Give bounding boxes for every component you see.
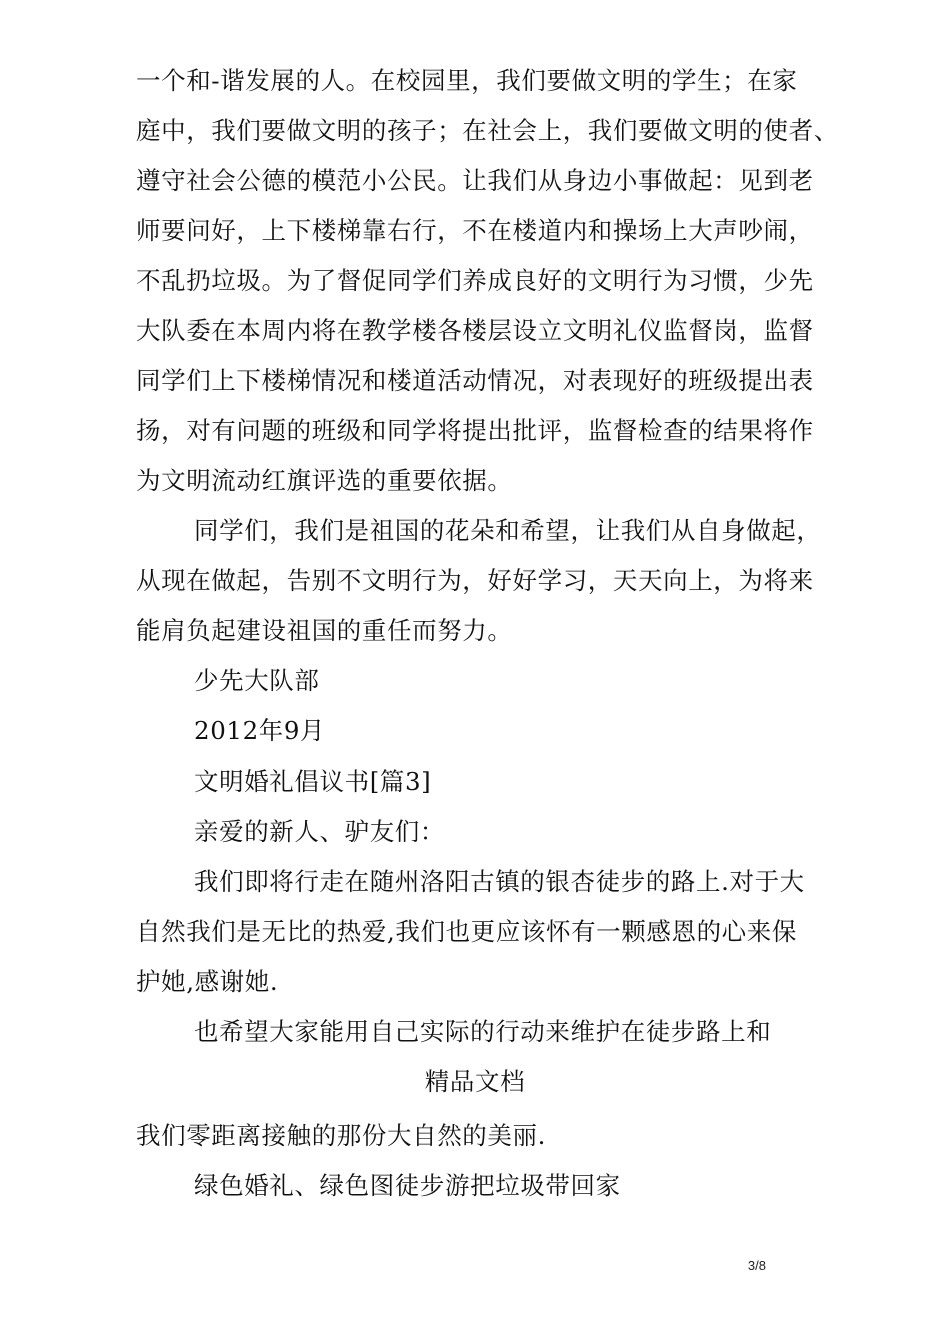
text-line: 遵守社会公德的模范小公民。让我们从身边小事做起：见到老 [136,166,814,195]
signature: 少先大队部 [194,666,320,695]
greeting: 亲爱的新人、驴友们： [194,817,445,846]
text-line: 能肩负起建设祖国的重任而努力。 [136,616,513,645]
section-title: 文明婚礼倡议书[篇3] [194,767,432,796]
text-line: 扬，对有问题的班级和同学将提出批评，监督检查的结果将作 [136,416,814,445]
text-line: 从现在做起，告别不文明行为，好好学习，天天向上，为将来 [136,566,814,595]
text-line: 绿色婚礼、绿色图徒步游把垃圾带回家 [194,1171,621,1200]
date: 2012年9月 [194,716,326,745]
text-line: 护她,感谢她. [136,967,279,996]
footer-label: 精品文档 [424,1067,526,1096]
text-line: 自然我们是无比的热爱,我们也更应该怀有一颗感恩的心来保 [136,917,797,946]
text-line: 不乱扔垃圾。为了督促同学们养成良好的文明行为习惯，少先 [136,266,814,295]
text-line: 我们即将行走在随州洛阳古镇的银杏徒步的路上.对于大 [194,867,805,896]
text-line: 大队委在本周内将在教学楼各楼层设立文明礼仪监督岗，监督 [136,316,814,345]
text-line: 一个和-谐发展的人。在校园里，我们要做文明的学生；在家 [136,66,798,95]
text-line: 同学们上下楼梯情况和楼道活动情况，对表现好的班级提出表 [136,366,814,395]
text-line: 为文明流动红旗评选的重要依据。 [136,466,513,495]
text-line: 师要问好，上下楼梯靠右行，不在楼道内和操场上大声吵闹， [136,216,814,245]
page-number: 3/8 [747,1258,766,1273]
text-line: 我们零距离接触的那份大自然的美丽. [136,1121,546,1150]
text-line: 庭中，我们要做文明的孩子；在社会上，我们要做文明的使者、 [136,116,839,145]
text-line: 同学们，我们是祖国的花朵和希望，让我们从自身做起， [194,516,822,545]
text-line: 也希望大家能用自己实际的行动来维护在徒步路上和 [194,1017,772,1046]
